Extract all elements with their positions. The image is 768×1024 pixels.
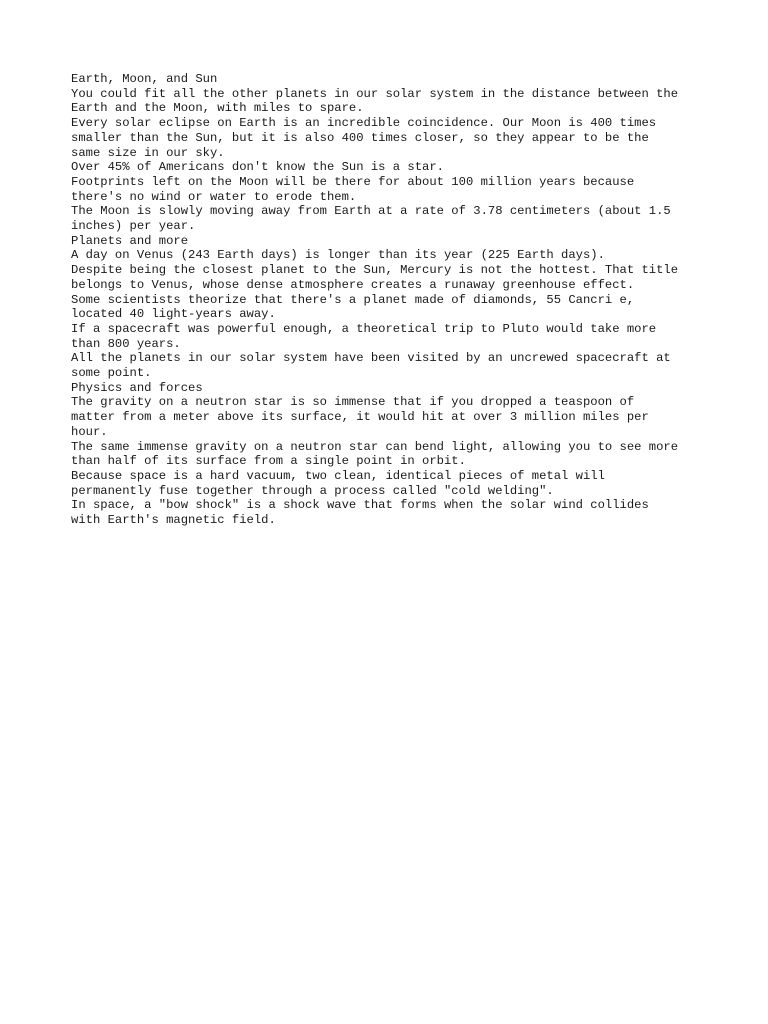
section-earth-moon-sun <box>71 72 711 234</box>
section-planets-and-more <box>71 234 711 381</box>
fact-item: If a spacecraft was powerful enough, a theoretical trip to Pluto would take more than 800 years. <box>71 321 657 351</box>
fact-item: In space, a "bow shock" is a shock wave that forms when the solar wind collides with Earth's magnetic field. <box>71 498 649 528</box>
fact-item: All the planets in our solar system have been visited by an uncrewed spacecraft at some point. <box>71 351 671 381</box>
section-title: Physics and forces <box>71 380 203 395</box>
fact-item: Over 45% of Americans don't know the Sun is a star. <box>71 160 444 175</box>
document-body <box>71 72 711 528</box>
fact-item: You could fit all the other planets in our solar system in the distance between the Earth and the Moon, with miles to spare. <box>71 86 679 116</box>
section-physics-and-forces <box>71 381 711 528</box>
fact-item: Footprints left on the Moon will be there for about 100 million years because there's no wind or water to erode them. <box>71 174 635 204</box>
fact-item: A day on Venus (243 Earth days) is longer than its year (225 Earth days). <box>71 248 605 263</box>
fact-item: Because space is a hard vacuum, two clean, identical pieces of metal will permanently fuse together through a process called "cold welding". <box>71 468 605 498</box>
fact-item: Some scientists theorize that there's a planet made of diamonds, 55 Cancri e, located 40 light-years away. <box>71 292 635 322</box>
section-title: Planets and more <box>71 233 189 248</box>
fact-item: Every solar eclipse on Earth is an incredible coincidence. Our Moon is 400 times smaller than the Sun, but it is also 400 times closer, so they appear to be the same size in our sky. <box>71 116 657 160</box>
fact-item: The Moon is slowly moving away from Earth at a rate of 3.78 centimeters (about 1.5 inches) per year. <box>71 204 671 234</box>
fact-item: Despite being the closest planet to the Sun, Mercury is not the hottest. That title belongs to Venus, whose dense atmosphere creates a runaway greenhouse effect. <box>71 263 679 292</box>
section-title: Earth, Moon, and Sun <box>71 72 218 86</box>
fact-item: The gravity on a neutron star is so immense that if you dropped a teaspoon of matter from a meter above its surface, it would hit at over 3 million miles per hour. <box>71 395 649 439</box>
fact-item: The same immense gravity on a neutron star can bend light, allowing you to see more than half of its surface from a single point in orbit. <box>71 439 679 469</box>
